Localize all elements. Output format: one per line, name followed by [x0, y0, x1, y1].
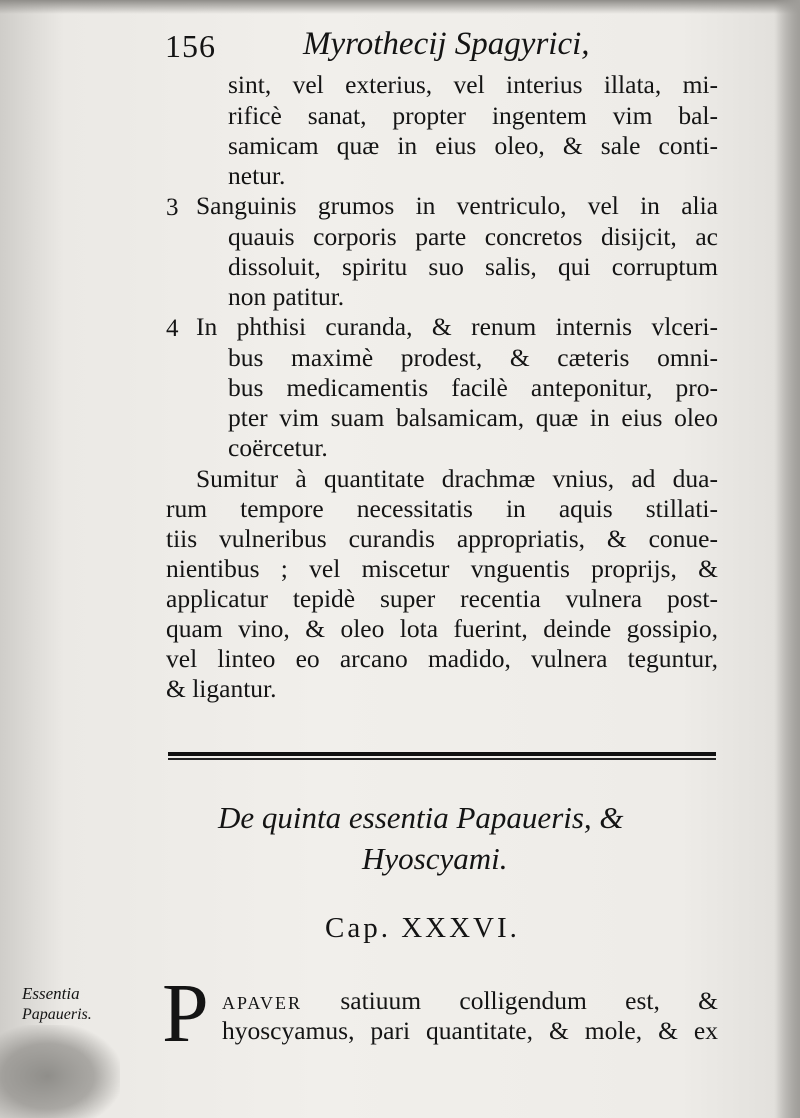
page-shadow-top [0, 0, 800, 14]
text-line: bus maximè prodest, & cæteris omni- [228, 343, 718, 372]
page-number: 156 [165, 28, 216, 64]
running-title: Myrothecij Spagyrici, [303, 26, 590, 62]
page-header [165, 22, 725, 66]
drop-cap: P [162, 967, 209, 1060]
page-shadow-right [774, 0, 800, 1118]
page-stain [0, 1025, 120, 1118]
text-line: coërcetur. [228, 433, 328, 462]
text-line: nientibus ; vel miscetur vnguentis proprijs, & [166, 554, 718, 583]
text-line: rum tempore necessitatis in aquis stillati- [166, 494, 718, 523]
item-number: 4 [166, 315, 179, 342]
item-number: 3 [166, 194, 179, 221]
text-line: Sumitur à quantitate drachmæ vnius, ad dua- [196, 464, 718, 493]
text-line: vel linteo eo arcano madido, vulnera teguntur, [166, 644, 718, 673]
section-heading: De quinta essentia Papaueris, & [218, 800, 624, 835]
text-line: Sanguinis grumos in ventriculo, vel in alia [196, 191, 718, 220]
text-line: quauis corporis parte concretos disijcit, ac [228, 222, 718, 251]
section-rule [168, 752, 716, 756]
opening-line [222, 986, 718, 1016]
first-word: apaver [222, 986, 303, 1015]
margin-note-cont: Papaueris. [22, 1006, 92, 1023]
opening-line-text: satiuum colligendum est, & [340, 986, 718, 1015]
section-heading-cont: Hyoscyami. [362, 841, 508, 876]
text-line: quam vino, & oleo lota fuerint, deinde gossipio, [166, 614, 718, 643]
text-line: bus medicamentis facilè anteponitur, pro- [228, 373, 718, 402]
text-line: tiis vulneribus curandis appropriatis, & conue- [166, 524, 718, 553]
text-line: applicatur tepidè super recentia vulnera post- [166, 584, 718, 613]
text-line: non patitur. [228, 282, 345, 311]
text-line: samicam quæ in eius oleo, & sale conti- [228, 131, 718, 160]
text-line: pter vim suam balsamicam, quæ in eius oleo [228, 403, 718, 432]
text-line: sint, vel exterius, vel interius illata, mi- [228, 70, 718, 99]
text-line: hyoscyamus, pari quantitate, & mole, & ex [222, 1016, 718, 1045]
margin-note: Essentia [22, 984, 80, 1003]
chapter-title: Cap. XXXVI. [325, 912, 520, 944]
text-line: In phthisi curanda, & renum internis vlceri- [196, 312, 718, 341]
text-line: & ligantur. [166, 674, 277, 703]
text-line: dissoluit, spiritu suo salis, qui corruptum [228, 252, 718, 281]
text-line: netur. [228, 161, 286, 190]
section-rule-thin [168, 758, 716, 760]
text-line: rificè sanat, propter ingentem vim bal- [228, 101, 718, 130]
